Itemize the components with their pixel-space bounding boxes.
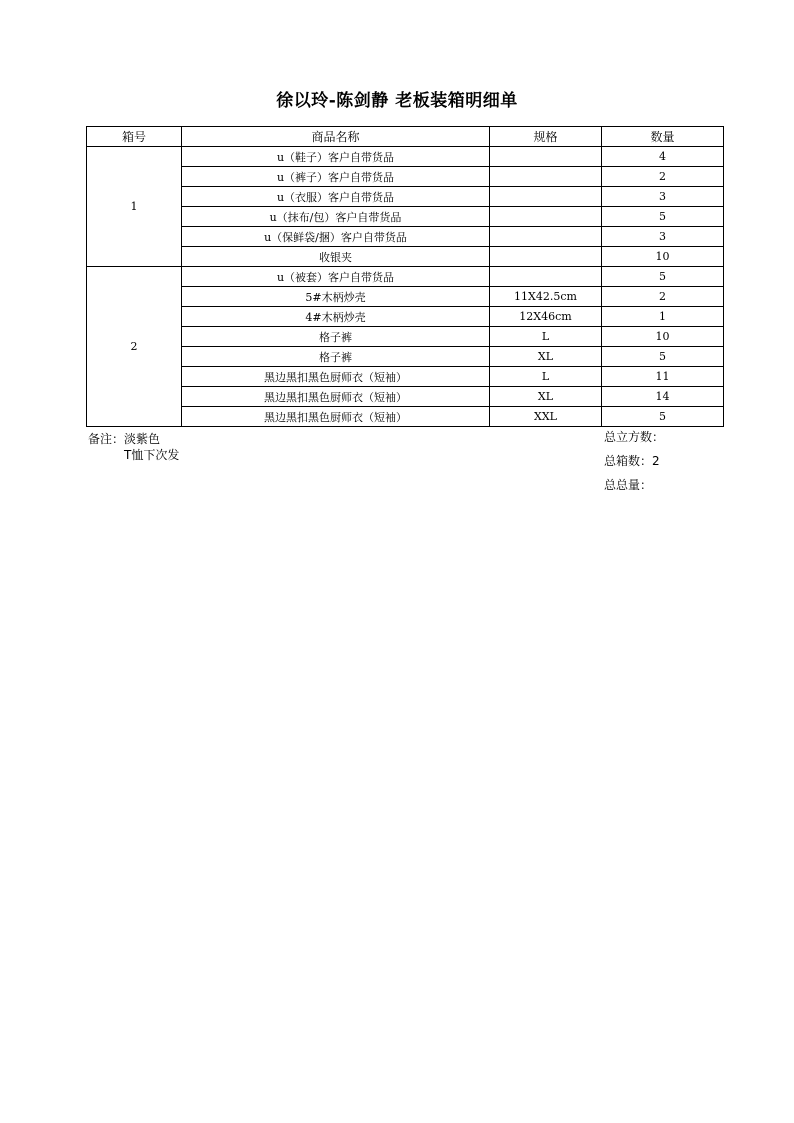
spec-cell: [490, 187, 602, 207]
item-name-cell: u（被套）客户自带货品: [182, 267, 490, 287]
total-boxes-label: 总箱数：2: [604, 454, 660, 468]
table-row: [87, 407, 724, 427]
table-row: [87, 307, 724, 327]
quantity-cell: 4: [602, 147, 724, 167]
table-row: [87, 267, 724, 287]
quantity-cell: 5: [602, 267, 724, 287]
quantity-cell: 3: [602, 227, 724, 247]
packing-list-table: [86, 126, 724, 427]
spec-cell: 11X42.5cm: [490, 287, 602, 307]
header-box-no: 箱号: [87, 127, 182, 147]
table-row: [87, 327, 724, 347]
item-name-cell: 收银夹: [182, 247, 490, 267]
item-name-cell: 格子裤: [182, 327, 490, 347]
spec-cell: [490, 167, 602, 187]
spec-cell: XL: [490, 387, 602, 407]
remarks-block: [88, 431, 179, 463]
item-name-cell: u（衣服）客户自带货品: [182, 187, 490, 207]
quantity-cell: 2: [602, 287, 724, 307]
table-row: [87, 167, 724, 187]
quantity-cell: 5: [602, 407, 724, 427]
spec-cell: 12X46cm: [490, 307, 602, 327]
quantity-cell: 5: [602, 207, 724, 227]
total-volume-label: 总立方数：: [604, 430, 665, 444]
box-number-cell: 2: [87, 267, 182, 427]
spec-cell: XL: [490, 347, 602, 367]
summary-block: [604, 429, 664, 501]
total-weight-label: 总总量：: [604, 478, 653, 492]
table-row: [87, 187, 724, 207]
remarks-line-2: T恤下次发: [124, 448, 180, 462]
table-row: [87, 147, 724, 167]
item-name-cell: u（保鲜袋/捆）客户自带货品: [182, 227, 490, 247]
box-number-cell: 1: [87, 147, 182, 267]
table-row: [87, 347, 724, 367]
item-name-cell: u（鞋子）客户自带货品: [182, 147, 490, 167]
header-quantity: 数量: [602, 127, 724, 147]
item-name-cell: 黑边黑扣黑色厨师衣（短袖）: [182, 387, 490, 407]
quantity-cell: 10: [602, 327, 724, 347]
spec-cell: L: [490, 327, 602, 347]
quantity-cell: 2: [602, 167, 724, 187]
spec-cell: L: [490, 367, 602, 387]
table-row: [87, 227, 724, 247]
quantity-cell: 14: [602, 387, 724, 407]
item-name-cell: u（裤子）客户自带货品: [182, 167, 490, 187]
spec-cell: [490, 267, 602, 287]
item-name-cell: 黑边黑扣黑色厨师衣（短袖）: [182, 407, 490, 427]
table-row: [87, 367, 724, 387]
page-title: 徐以玲-陈剑静 老板装箱明细单: [276, 91, 518, 111]
remarks-line-1: 备注：淡紫色: [88, 432, 161, 446]
quantity-cell: 10: [602, 247, 724, 267]
spec-cell: [490, 207, 602, 227]
quantity-cell: 5: [602, 347, 724, 367]
item-name-cell: 格子裤: [182, 347, 490, 367]
table-header-row: [87, 127, 724, 147]
table-row: [87, 207, 724, 227]
table-row: [87, 247, 724, 267]
spec-cell: [490, 227, 602, 247]
item-name-cell: 5#木柄炒壳: [182, 287, 490, 307]
table-row: [87, 387, 724, 407]
spec-cell: [490, 147, 602, 167]
item-name-cell: u（抹布/包）客户自带货品: [182, 207, 490, 227]
table-row: [87, 287, 724, 307]
quantity-cell: 1: [602, 307, 724, 327]
item-name-cell: 黑边黑扣黑色厨师衣（短袖）: [182, 367, 490, 387]
spec-cell: XXL: [490, 407, 602, 427]
quantity-cell: 11: [602, 367, 724, 387]
header-spec: 规格: [490, 127, 602, 147]
item-name-cell: 4#木柄炒壳: [182, 307, 490, 327]
spec-cell: [490, 247, 602, 267]
quantity-cell: 3: [602, 187, 724, 207]
header-item-name: 商品名称: [182, 127, 490, 147]
